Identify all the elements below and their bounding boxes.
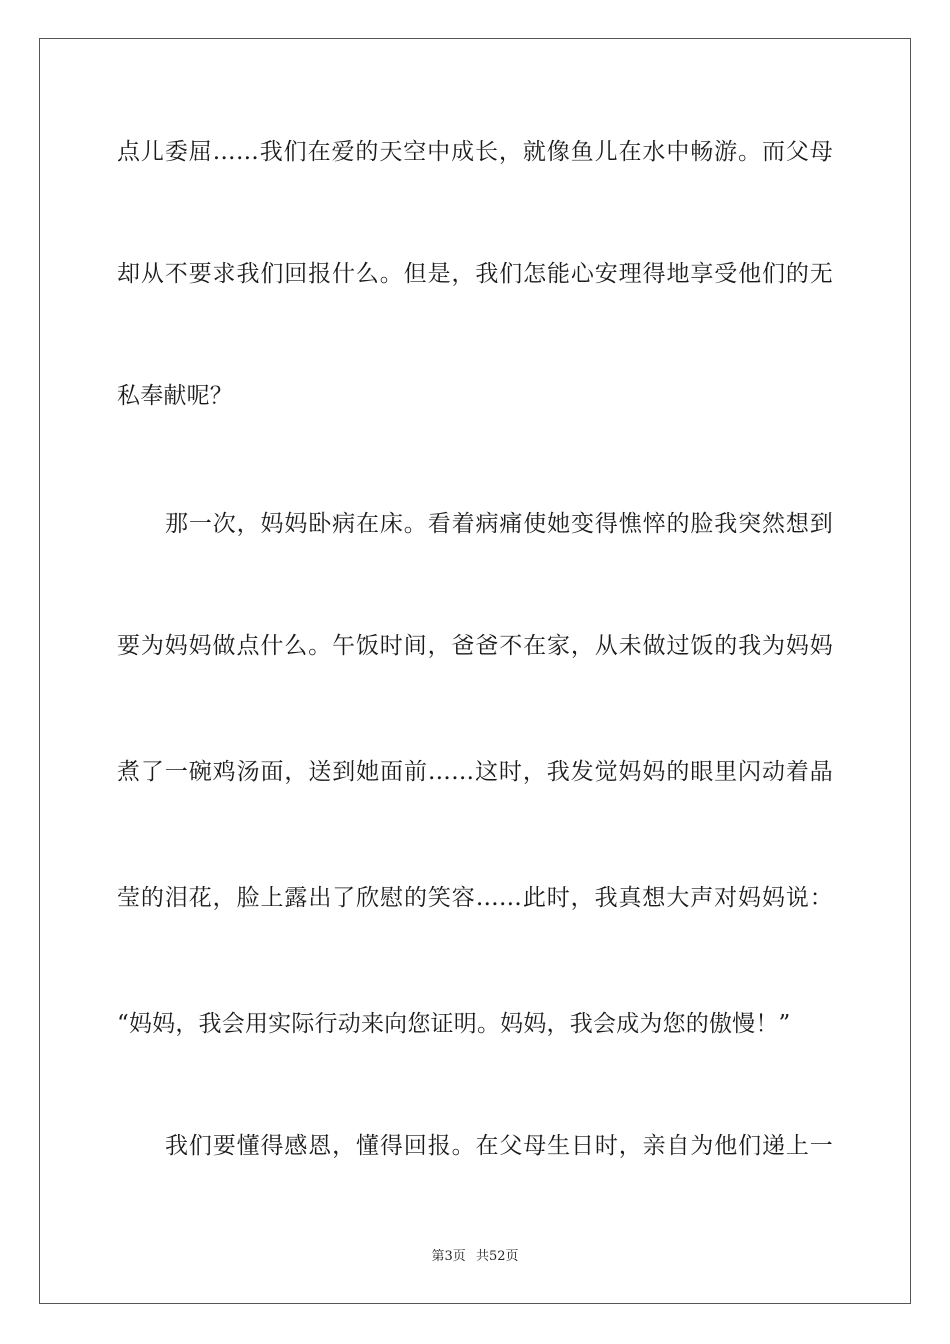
text-line: 莹的泪花，脸上露出了欣慰的笑容……此时，我真想大声对妈妈说： (117, 885, 833, 911)
paragraph-start-line: 我们要懂得感恩，懂得回报。在父母生日时，亲自为他们递上一 (165, 1133, 833, 1159)
text-line: 却从不要求我们回报什么。但是，我们怎能心安理得地享受他们的无 (117, 261, 833, 287)
text-line: 要为妈妈做点什么。午饭时间，爸爸不在家，从未做过饭的我为妈妈 (117, 633, 833, 659)
text-line: 点儿委屈……我们在爱的天空中成长，就像鱼儿在水中畅游。而父母 (117, 139, 833, 165)
text-line: 私奉献呢？ (117, 383, 233, 409)
page-border (39, 38, 911, 1304)
total-pages: 共52页 (475, 1249, 519, 1264)
page-footer (0, 1248, 950, 1266)
text-line: “妈妈，我会用实际行动来向您证明。妈妈，我会成为您的傲慢！” (117, 1011, 791, 1037)
paragraph-start-line: 那一次，妈妈卧病在床。看着病痛使她变得憔悴的脸我突然想到 (165, 511, 833, 537)
text-line: 煮了一碗鸡汤面，送到她面前……这时，我发觉妈妈的眼里闪动着晶 (117, 759, 833, 785)
page-number: 第3页 (431, 1249, 466, 1264)
